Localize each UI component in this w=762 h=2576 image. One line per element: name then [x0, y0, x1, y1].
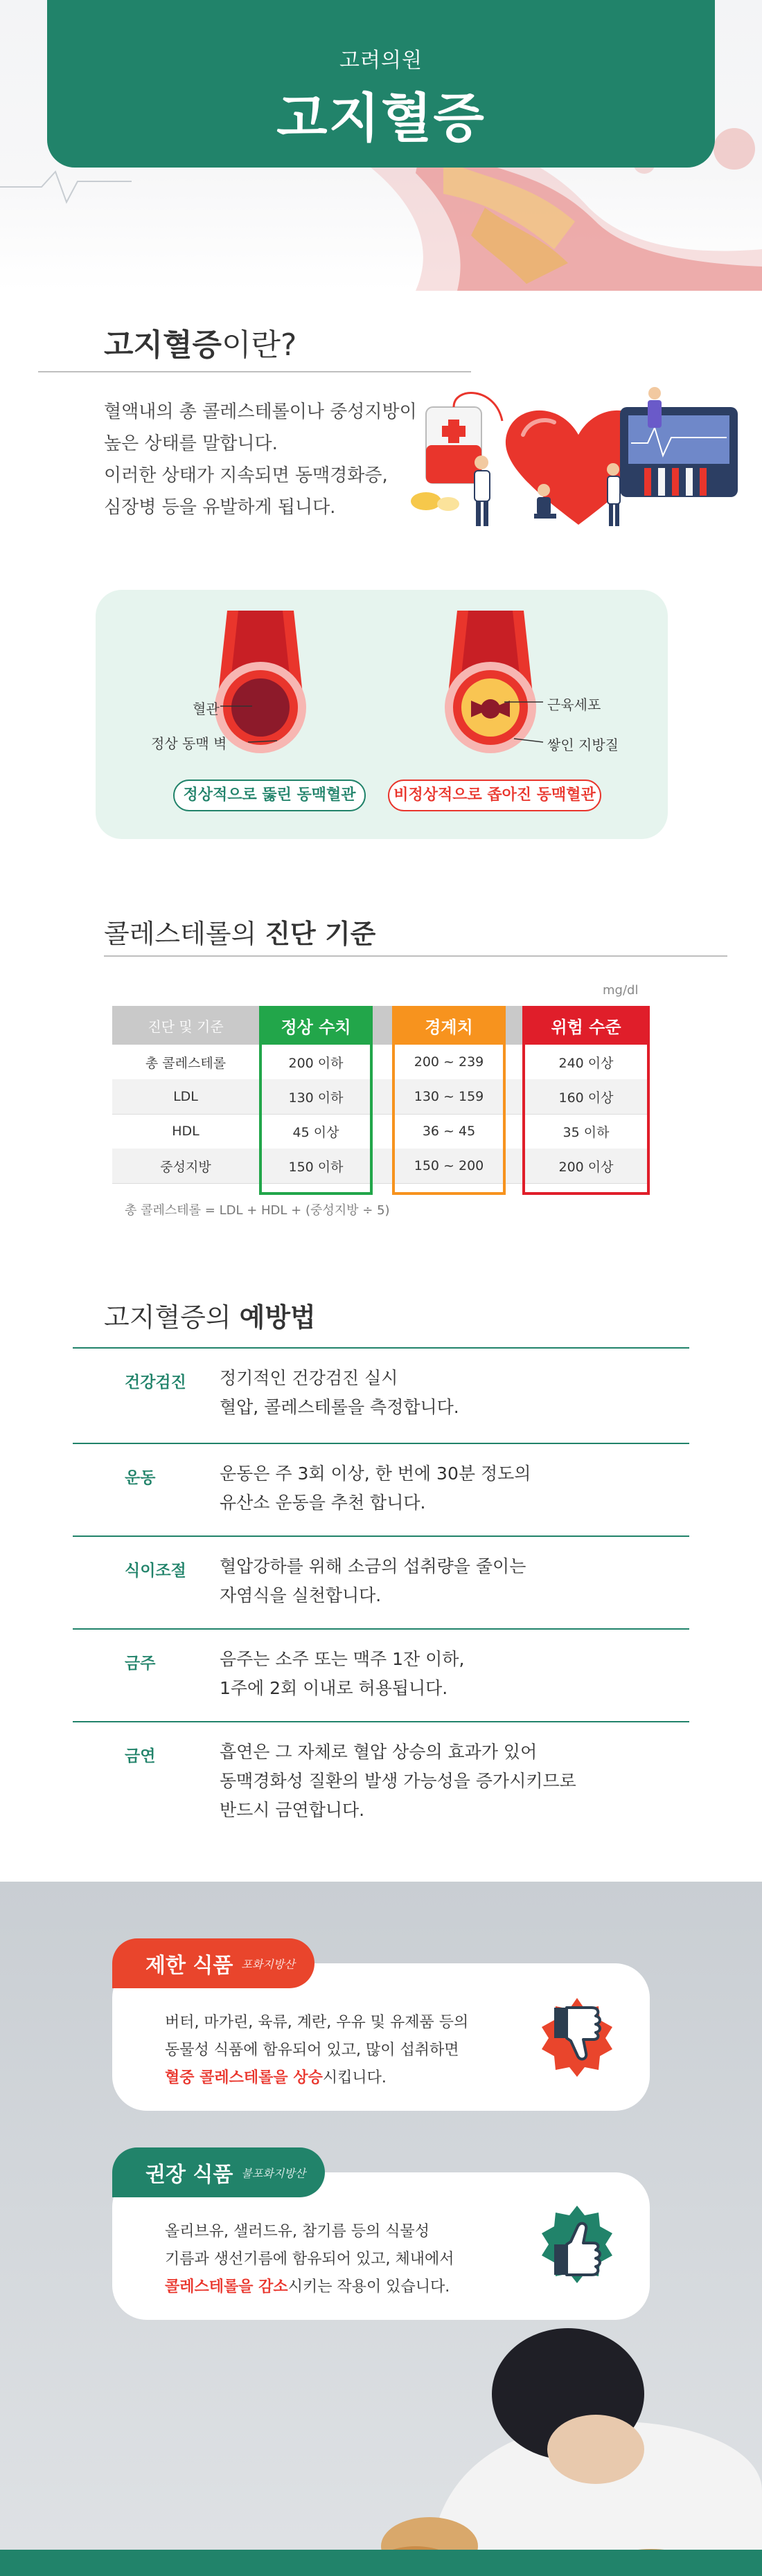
thumbs-up-icon — [539, 2204, 615, 2287]
diagnosis-heading — [104, 912, 375, 951]
table-row — [112, 1114, 650, 1149]
table-cell: 200 이상 — [558, 1159, 614, 1175]
hero-banner — [0, 0, 762, 291]
table-cell: 200 이하 — [288, 1055, 344, 1071]
intro-heading-rest: 이란? — [222, 327, 297, 363]
restricted-food-title: 제한 식품 — [145, 1954, 233, 1978]
intro-line: 혈액내의 총 콜레스테롤이나 중성지방이 — [104, 402, 417, 422]
header-normal: 정상 수치 — [259, 1006, 373, 1045]
header-danger: 위험 수준 — [522, 1006, 650, 1045]
food-line — [165, 2064, 525, 2092]
intro-heading — [104, 320, 296, 364]
table-cell: HDL — [172, 1124, 200, 1139]
prevention-text — [220, 1738, 649, 1825]
header-criteria: 진단 및 기준 — [148, 1018, 224, 1035]
restricted-food-text — [165, 2009, 525, 2092]
recommended-food-script: 불포화지방산 — [241, 2166, 306, 2180]
prevention-heading-bold: 예방법 — [239, 1302, 316, 1333]
prevention-line: 자염식을 실천합니다. — [220, 1585, 382, 1605]
prevention-text — [220, 1645, 649, 1703]
prevention-line: 혈압, 콜레스테롤을 측정합니다. — [220, 1397, 459, 1417]
table-cell: 160 이상 — [558, 1090, 614, 1106]
recommended-food-card — [112, 2163, 650, 2320]
normal-artery-tag: 정상적으로 뚫린 동맥혈관 — [173, 780, 366, 811]
table-cell: 150 이하 — [288, 1159, 344, 1175]
thumbs-down-icon — [539, 1995, 615, 2078]
prevention-text — [220, 1459, 649, 1517]
table-cell: 총 콜레스테롤 — [145, 1055, 227, 1071]
recommended-food-title: 권장 식품 — [145, 2163, 233, 2187]
diagnosis-heading-rest: 콜레스테롤의 — [104, 919, 265, 949]
unit-label: mg/dl — [603, 983, 639, 998]
prevention-text — [220, 1552, 649, 1610]
clinic-name: 고려의원 — [339, 48, 423, 73]
title-banner — [47, 0, 715, 168]
food-line: 기름과 생선기름에 함유되어 있고, 체내에서 — [165, 2251, 454, 2268]
table-row — [112, 1079, 650, 1114]
prevention-label: 운동 — [125, 1469, 156, 1487]
divider — [104, 955, 727, 957]
table-cell: 200 ~ 239 — [414, 1054, 484, 1070]
intro-heading-bold: 고지혈증 — [104, 327, 222, 363]
prevention-item-checkup — [73, 1347, 689, 1444]
prevention-item-diet — [73, 1535, 689, 1628]
table-cell: 36 ~ 45 — [422, 1124, 476, 1139]
artery-comparison-card — [96, 590, 668, 839]
prevention-line: 정기적인 건강검진 실시 — [220, 1368, 398, 1388]
food-section — [0, 1882, 762, 2576]
heart-illustration — [405, 379, 752, 539]
fat-deposit-label: 쌓인 지방질 — [547, 737, 619, 753]
table-cell: 45 이상 — [292, 1124, 339, 1140]
diagnosis-heading-bold: 진단 기준 — [265, 919, 376, 949]
intro-line: 높은 상태를 말합니다. — [104, 433, 278, 454]
food-line-suffix: 시킵니다. — [322, 2069, 387, 2087]
table-cell: 35 이하 — [562, 1124, 610, 1140]
muscle-cell-label: 근육세포 — [547, 696, 601, 713]
prevention-heading — [104, 1296, 316, 1334]
food-line-suffix: 시키는 작용이 있습니다. — [287, 2278, 450, 2296]
prevention-item-alcohol — [73, 1628, 689, 1721]
narrowed-artery-tag: 비정상적으로 좁아진 동맥혈관 — [388, 780, 601, 811]
table-cell: LDL — [173, 1089, 198, 1104]
footer-bar — [0, 2550, 762, 2576]
prevention-line: 음주는 소주 또는 맥주 1잔 이하, — [220, 1649, 465, 1669]
divider — [38, 371, 471, 372]
food-line — [165, 2273, 525, 2301]
prevention-line: 동맥경화성 질환의 발생 가능성을 증가시키므로 — [220, 1771, 576, 1791]
prevention-line: 혈압강하를 위해 소금의 섭취량을 줄이는 — [220, 1556, 526, 1576]
prevention-label: 건강검진 — [125, 1373, 186, 1391]
prevention-line: 흡연은 그 자체로 혈압 상승의 효과가 있어 — [220, 1742, 538, 1762]
highlight-text: 혈중 콜레스테롤을 상승 — [165, 2069, 323, 2087]
table-row — [112, 1045, 650, 1079]
header-borderline: 경계치 — [392, 1006, 506, 1045]
table-cell: 130 ~ 159 — [414, 1089, 484, 1104]
food-line: 동물성 식품에 함유되어 있고, 많이 섭취하면 — [165, 2042, 459, 2059]
restricted-food-tab — [112, 1938, 314, 1988]
intro-description — [104, 396, 429, 523]
food-line: 올리브유, 샐러드유, 참기름 등의 식물성 — [165, 2223, 429, 2240]
intro-line: 이러한 상태가 지속되면 동맥경화증, — [104, 465, 388, 486]
prevention-line: 반드시 금연합니다. — [220, 1800, 365, 1820]
table-cell: 중성지방 — [160, 1159, 211, 1175]
restricted-food-card — [112, 1954, 650, 2111]
food-line: 버터, 마가린, 육류, 계란, 우유 및 유제품 등의 — [165, 2014, 469, 2031]
page-title: 고지혈증 — [276, 87, 486, 149]
prevention-label: 식이조절 — [125, 1562, 186, 1580]
prevention-line: 유산소 운동을 추천 합니다. — [220, 1493, 426, 1513]
prevention-line: 운동은 주 3회 이상, 한 번에 30분 정도의 — [220, 1463, 531, 1484]
table-cell: 240 이상 — [558, 1055, 614, 1071]
row-divider — [112, 1183, 650, 1184]
prevention-line: 1주에 2회 이내로 허용됩니다. — [220, 1678, 448, 1698]
vessel-label: 혈관 — [193, 701, 220, 717]
recommended-food-tab — [112, 2147, 325, 2197]
normal-wall-label: 정상 동맥 벽 — [151, 735, 227, 752]
prevention-item-smoking — [73, 1721, 689, 1846]
intro-line: 심장병 등을 유발하게 됩니다. — [104, 497, 336, 518]
restricted-food-script: 포화지방산 — [241, 1957, 295, 1971]
prevention-item-exercise — [73, 1443, 689, 1535]
prevention-label: 금연 — [125, 1747, 156, 1765]
recommended-food-text — [165, 2218, 525, 2301]
highlight-text: 콜레스테롤을 감소 — [165, 2278, 288, 2296]
prevention-text — [220, 1364, 649, 1422]
prevention-label: 금주 — [125, 1655, 156, 1673]
table-cell: 130 이하 — [288, 1090, 344, 1106]
normal-artery-lumen — [231, 678, 290, 737]
table-row — [112, 1149, 650, 1183]
prevention-heading-rest: 고지혈증의 — [104, 1302, 240, 1333]
table-cell: 150 ~ 200 — [414, 1158, 484, 1173]
formula-note: 총 콜레스테롤 = LDL + HDL + (중성지방 ÷ 5) — [125, 1203, 390, 1218]
